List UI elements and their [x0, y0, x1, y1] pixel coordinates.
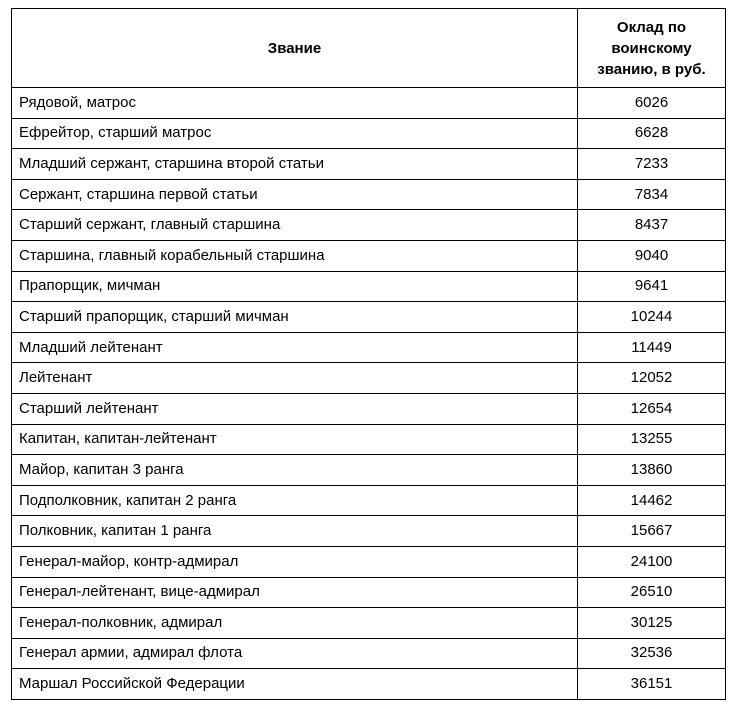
- salary-cell: 14462: [578, 485, 726, 516]
- table-row: [12, 608, 726, 639]
- salary-cell: 10244: [578, 302, 726, 333]
- table-row: [12, 485, 726, 516]
- salary-cell: 12052: [578, 363, 726, 394]
- salary-cell: 24100: [578, 546, 726, 577]
- rank-cell: Подполковник, капитан 2 ранга: [12, 485, 578, 516]
- rank-column-header: Звание: [12, 9, 578, 88]
- table-row: [12, 332, 726, 363]
- rank-cell: Генерал-полковник, адмирал: [12, 608, 578, 639]
- salary-cell: 9040: [578, 240, 726, 271]
- rank-cell: Сержант, старшина первой статьи: [12, 179, 578, 210]
- rank-cell: Полковник, капитан 1 ранга: [12, 516, 578, 547]
- salary-column-header: Оклад по воинскому званию, в руб.: [578, 9, 726, 88]
- rank-cell: Лейтенант: [12, 363, 578, 394]
- salary-cell: 9641: [578, 271, 726, 302]
- table-row: [12, 546, 726, 577]
- salary-cell: 13860: [578, 455, 726, 486]
- salary-cell: 11449: [578, 332, 726, 363]
- salary-cell: 7834: [578, 179, 726, 210]
- rank-cell: Прапорщик, мичман: [12, 271, 578, 302]
- salary-cell: 6628: [578, 118, 726, 149]
- rank-cell: Капитан, капитан-лейтенант: [12, 424, 578, 455]
- table-row: [12, 118, 726, 149]
- salary-cell: 7233: [578, 149, 726, 180]
- rank-cell: Майор, капитан 3 ранга: [12, 455, 578, 486]
- table-row: [12, 179, 726, 210]
- table-row: [12, 240, 726, 271]
- salary-cell: 36151: [578, 669, 726, 700]
- table-row: [12, 393, 726, 424]
- salary-table-container: [11, 8, 726, 700]
- rank-cell: Генерал армии, адмирал флота: [12, 638, 578, 669]
- table-header-row: [12, 9, 726, 88]
- salary-cell: 12654: [578, 393, 726, 424]
- table-row: [12, 669, 726, 700]
- rank-salary-table: [11, 8, 726, 700]
- table-row: [12, 363, 726, 394]
- table-row: [12, 302, 726, 333]
- rank-cell: Маршал Российской Федерации: [12, 669, 578, 700]
- salary-cell: 15667: [578, 516, 726, 547]
- table-row: [12, 577, 726, 608]
- table-row: [12, 516, 726, 547]
- rank-cell: Старшина, главный корабельный старшина: [12, 240, 578, 271]
- table-row: [12, 88, 726, 119]
- rank-cell: Старший сержант, главный старшина: [12, 210, 578, 241]
- table-row: [12, 455, 726, 486]
- table-row: [12, 424, 726, 455]
- rank-cell: Ефрейтор, старший матрос: [12, 118, 578, 149]
- rank-cell: Рядовой, матрос: [12, 88, 578, 119]
- rank-cell: Младший лейтенант: [12, 332, 578, 363]
- salary-cell: 30125: [578, 608, 726, 639]
- rank-cell: Генерал-майор, контр-адмирал: [12, 546, 578, 577]
- table-row: [12, 210, 726, 241]
- table-row: [12, 638, 726, 669]
- table-row: [12, 271, 726, 302]
- table-row: [12, 149, 726, 180]
- salary-cell: 6026: [578, 88, 726, 119]
- rank-cell: Старший лейтенант: [12, 393, 578, 424]
- salary-cell: 26510: [578, 577, 726, 608]
- rank-cell: Старший прапорщик, старший мичман: [12, 302, 578, 333]
- salary-cell: 32536: [578, 638, 726, 669]
- rank-cell: Младший сержант, старшина второй статьи: [12, 149, 578, 180]
- salary-cell: 13255: [578, 424, 726, 455]
- rank-cell: Генерал-лейтенант, вице-адмирал: [12, 577, 578, 608]
- salary-cell: 8437: [578, 210, 726, 241]
